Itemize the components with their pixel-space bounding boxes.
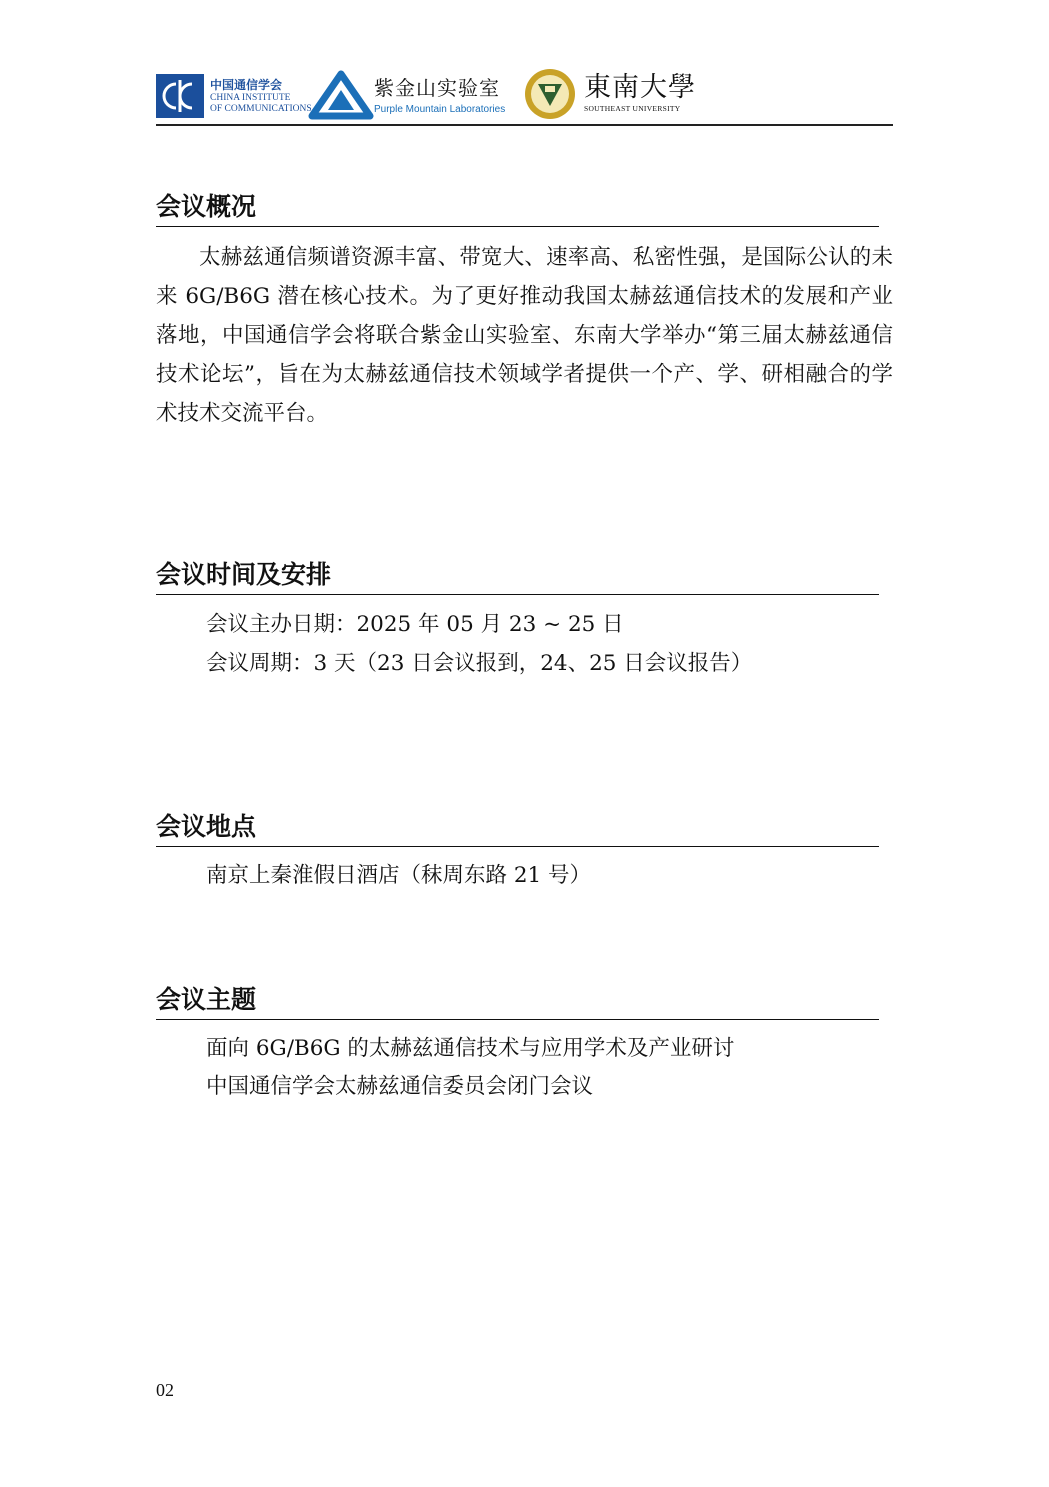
- schedule-duration: 会议周期：3 天（23 日会议报到，24、25 日会议报告）: [206, 651, 753, 676]
- theme-heading: 会议主题: [156, 983, 879, 1020]
- cic-name-en-2: OF COMMUNICATIONS: [210, 104, 312, 114]
- pml-logo-text: [374, 72, 514, 115]
- pml-logo-icon: [308, 70, 374, 120]
- page-number: 02: [156, 1380, 174, 1400]
- cic-logo-text: [210, 76, 312, 115]
- seu-logo-text: [584, 72, 696, 113]
- overview-heading: 会议概况: [156, 190, 879, 227]
- cic-name-en-1: CHINA INSTITUTE: [210, 93, 291, 103]
- location-heading: 会议地点: [156, 810, 879, 847]
- overview-paragraph: 太赫兹通信频谱资源丰富、带宽大、速率高、私密性强，是国际公认的未来 6G/B6G 潜在核心技术。为了更好推动我国太赫兹通信技术的发展和产业落地，中国通信学会将联合紫金山实验室、东南大学举办“第三届太赫兹通信技术论坛”，旨在为太赫兹通信技术领域学者提供一个产、学、研相融合的学术技术交流平台。: [156, 245, 893, 426]
- pml-name-en: Purple Mountain Laboratories: [374, 104, 506, 115]
- theme-item: 面向 6G/B6G 的太赫兹通信技术与应用学术及产业研讨: [206, 1036, 735, 1061]
- cic-logo-icon: [156, 74, 204, 118]
- schedule-heading: 会议时间及安排: [156, 558, 879, 595]
- seu-name-en: SOUTHEAST UNIVERSITY: [584, 104, 681, 113]
- theme-item: 中国通信学会太赫兹通信委员会闭门会议: [206, 1074, 594, 1099]
- seu-emblem-icon: [524, 68, 576, 120]
- page-header: [156, 68, 893, 126]
- location-venue: 南京上秦淮假日酒店（秣周东路 21 号）: [206, 863, 592, 888]
- cic-name-cn: 中国通信学会: [210, 78, 283, 92]
- schedule-dates: 会议主办日期：2025 年 05 月 23 ~ 25 日: [206, 612, 624, 637]
- seu-name-cn: 東南大學: [584, 72, 696, 103]
- pml-name-cn: 紫金山实验室: [374, 76, 500, 100]
